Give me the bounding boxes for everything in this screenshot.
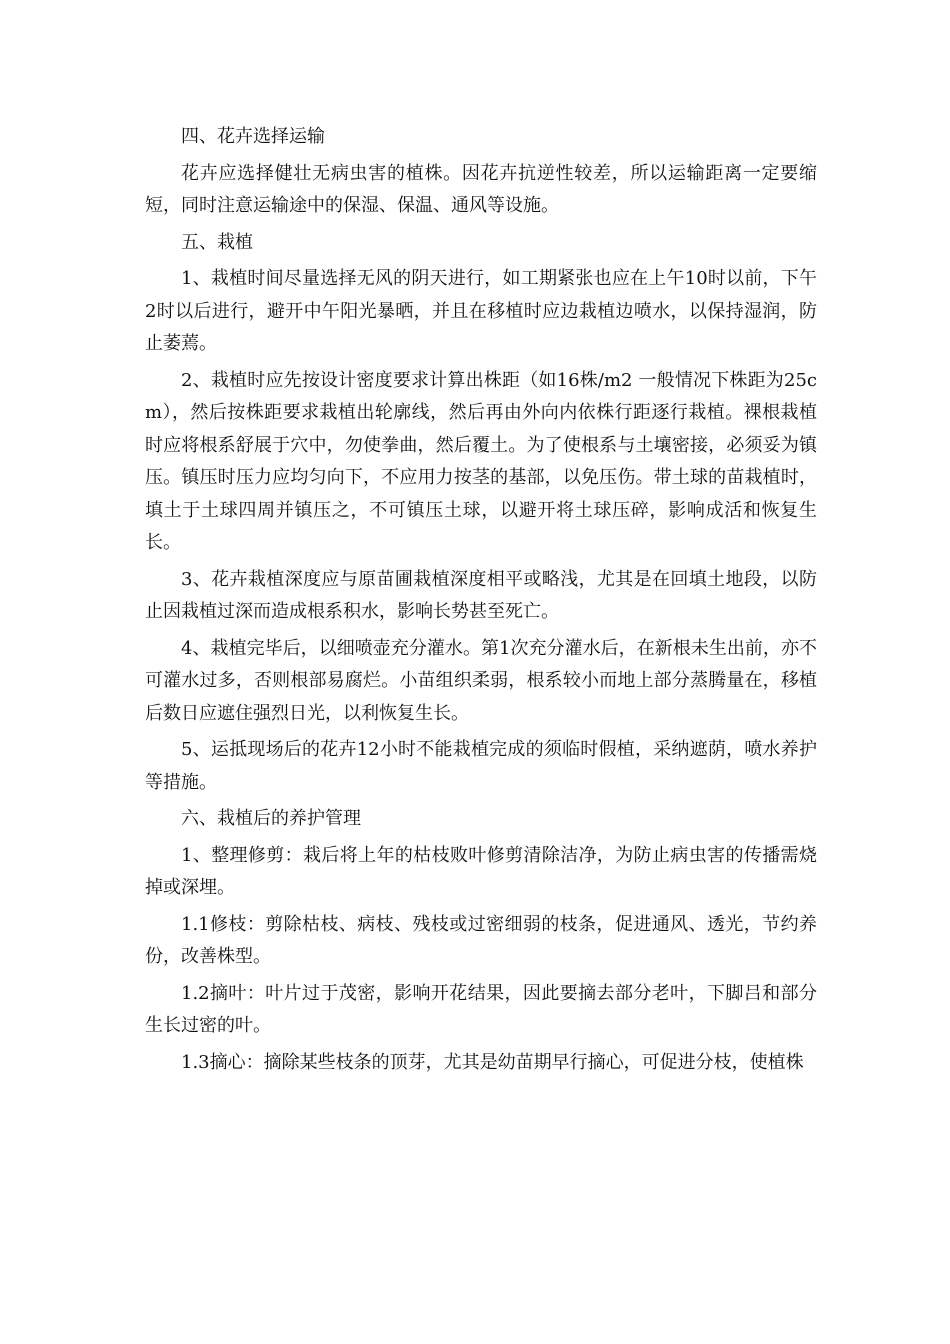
- paragraph-transport-text: 花卉应选择健壮无病虫害的植株。因花卉抗逆性较差，所以运输距离一定要缩短，同时注意运输途中的保湿、保温、通风等设施。: [145, 162, 817, 216]
- paragraph-maintenance-1-1: 1.1修枝：剪除枯枝、病枝、残枝或过密细弱的枝条，促进通风、透光，节约养份，改善株型。: [145, 913, 817, 967]
- paragraph-planting-4: 4、栽植完毕后，以细喷壶充分灌水。第1次充分灌水后，在新根未生出前，亦不可灌水过多，否则根部易腐烂。小苗组织柔弱，根系较小而地上部分蒸腾量在，移植后数日应遮住强烈日光，以利恢复生长。: [145, 637, 817, 724]
- paragraph-planting-5: 5、运抵现场后的花卉12小时不能栽植完成的须临时假植，采纳遮荫，喷水养护等措施。: [145, 739, 817, 793]
- paragraph-maintenance-1: 1、整理修剪：栽后将上年的枯枝败叶修剪清除洁净，为防止病虫害的传播需烧掉或深埋。: [145, 844, 817, 898]
- paragraph-planting-3: 3、花卉栽植深度应与原苗圃栽植深度相平或略浅，尤其是在回填土地段，以防止因栽植过深而造成根系积水，影响长势甚至死亡。: [145, 568, 817, 622]
- paragraph-planting-1: 1、栽植时间尽量选择无风的阴天进行，如工期紧张也应在上午10时以前，下午2时以后进行，避开中午阳光暴晒，并且在移植时应边栽植边喷水，以保持湿润，防止萎蔫。: [145, 268, 817, 354]
- paragraph-planting-2: 2、栽植时应先按设计密度要求计算出株距（如16株/m2 一般情况下株距为25cm），然后按株距要求栽植出轮廓线，然后再由外向内依株行距逐行栽植。裸根栽植时应将根系舒展于穴中，勿使拳曲，然后覆土。为了使根系与土壤密接，必须妥为镇压。镇压时压力应均匀向下，不应用力按茎的基部，以免压伤。带土球的苗栽植时，填土于土球四周并镇压之，不可镇压土球，以避开将土球压碎，影响成活和恢复生长。: [145, 369, 817, 553]
- section-heading-planting: 五、栽植: [181, 231, 253, 253]
- section-heading-flower-transport: 四、花卉选择运输: [181, 126, 325, 147]
- paragraph-maintenance-1-3: 1.3摘心：摘除某些枝条的顶芽，尤其是幼苗期早行摘心，可促进分枝，使植株: [181, 1051, 804, 1073]
- document-body: [145, 121, 817, 1083]
- section-heading-maintenance: 六、栽植后的养护管理: [181, 808, 361, 829]
- paragraph-maintenance-1-2: 1.2摘叶：叶片过于茂密，影响开花结果，因此要摘去部分老叶，下脚吕和部分生长过密的叶。: [145, 982, 817, 1036]
